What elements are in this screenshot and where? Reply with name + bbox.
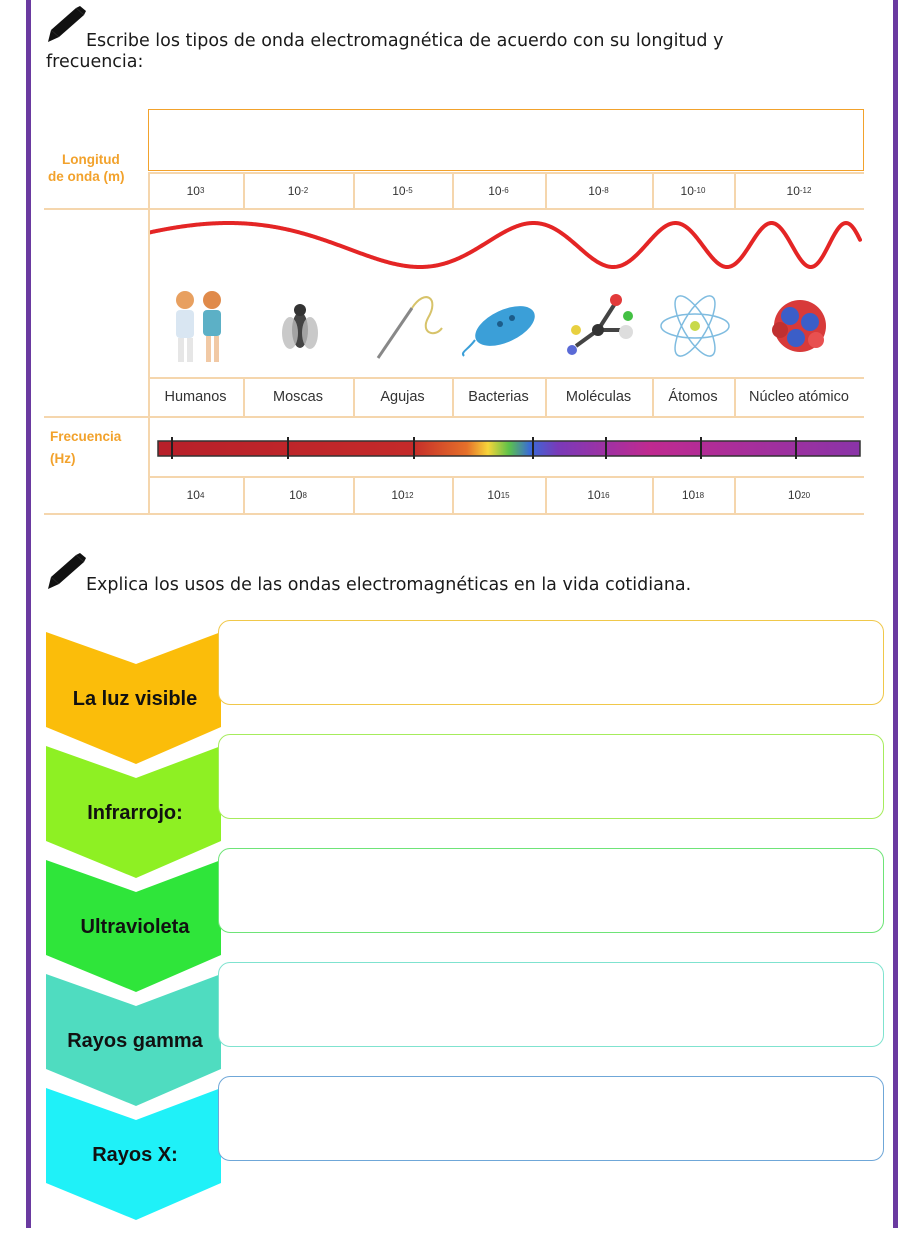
use-answer-box[interactable] [218, 1076, 884, 1161]
grid-line [452, 477, 454, 513]
object-label: Bacterias [468, 389, 529, 405]
grid-line [243, 378, 245, 416]
grid-line [652, 477, 654, 513]
molecule-icon [567, 294, 633, 355]
frequency-value: 10 16 [587, 488, 610, 502]
wavelength-value: 10 -2 [287, 183, 309, 198]
pencil-icon [46, 553, 86, 591]
wave-graphic [150, 215, 862, 275]
nucleus-icon [772, 300, 826, 352]
objects-illustrations [150, 278, 862, 378]
grid-line [545, 378, 547, 416]
grid-line [353, 378, 355, 416]
grid-line [452, 378, 454, 416]
wavelength-label-2: de onda (m) [48, 169, 125, 184]
use-answer-box[interactable] [218, 962, 884, 1047]
wave-type-answer-box[interactable] [148, 109, 864, 171]
page-frame-left [26, 0, 31, 1228]
wavelength-value: 10 3 [186, 183, 205, 198]
frequency-value: 10 8 [289, 488, 307, 502]
wavelength-value: 10 -6 [488, 183, 509, 198]
use-label: Rayos X: [92, 1144, 178, 1166]
frequency-value: 10 4 [186, 488, 205, 502]
frequency-value: 10 18 [681, 488, 705, 502]
grid-line [243, 477, 245, 513]
grid-line [44, 208, 864, 210]
frequency-bar [156, 437, 862, 461]
frequency-label-2: (Hz) [50, 451, 76, 466]
fly-icon [282, 304, 318, 349]
grid-line [734, 378, 736, 416]
grid-line [652, 378, 654, 416]
frequency-value: 10 12 [391, 488, 414, 502]
wavelength-value: 10 -10 [680, 183, 706, 198]
grid-line [44, 513, 864, 515]
instruction-1-line-2: frecuencia: [46, 52, 144, 72]
wavelength-value: 10 -12 [786, 183, 812, 198]
humans-icon [176, 291, 221, 362]
use-label: Ultravioleta [80, 916, 190, 938]
instruction-1 [46, 31, 846, 73]
atom-icon [661, 291, 729, 362]
object-label: Moscas [273, 389, 323, 405]
object-label: Moléculas [565, 389, 632, 405]
needle-icon [378, 297, 442, 358]
object-label: Humanos [164, 389, 227, 405]
frequency-value: 10 15 [487, 488, 510, 502]
grid-line [353, 173, 355, 208]
grid-line [734, 477, 736, 513]
object-label: Núcleo atómico [749, 389, 849, 405]
use-label: Infrarrojo: [87, 802, 183, 824]
grid-line [44, 416, 864, 418]
grid-line [545, 477, 547, 513]
bacteria-icon [463, 298, 541, 356]
instruction-1-line-1: Escribe los tipos de onda electromagnética de acuerdo con su longitud y [86, 31, 724, 51]
page-frame-right [893, 0, 898, 1228]
grid-line [243, 173, 245, 208]
frequency-label-1: Frecuencia [50, 429, 122, 444]
grid-line [652, 173, 654, 208]
wavelength-value: 10 -8 [588, 183, 609, 198]
grid-line [734, 173, 736, 208]
grid-line [353, 477, 355, 513]
frequency-value: 10 20 [787, 488, 811, 502]
object-label: Átomos [668, 389, 718, 405]
wavelength-label-1: Longitud [62, 152, 120, 167]
use-answer-box[interactable] [218, 620, 884, 705]
instruction-2: Explica los usos de las ondas electromagnéticas en la vida cotidiana. [86, 575, 692, 595]
use-label: Rayos gamma [67, 1030, 203, 1052]
grid-line [545, 173, 547, 208]
grid-line [452, 173, 454, 208]
use-answer-box[interactable] [218, 848, 884, 933]
wavelength-value: 10 -5 [392, 183, 413, 198]
use-label: La luz visible [72, 688, 198, 710]
object-label: Agujas [380, 389, 425, 405]
use-answer-box[interactable] [218, 734, 884, 819]
